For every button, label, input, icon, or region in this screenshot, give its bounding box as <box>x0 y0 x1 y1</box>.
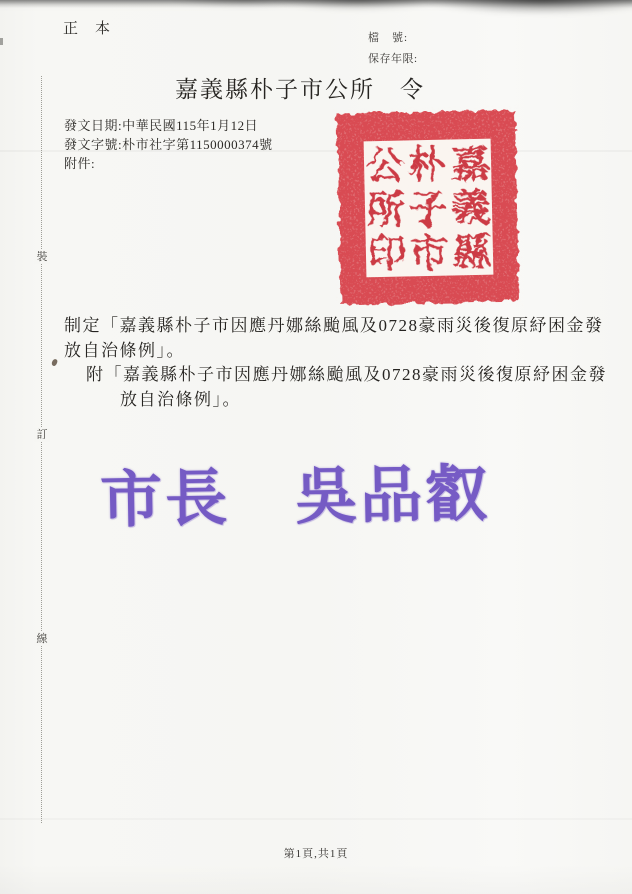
seal-char: 公 <box>365 145 405 189</box>
seal-char: 所 <box>366 189 406 233</box>
seal-char: 朴 <box>407 144 447 188</box>
doc-number-value: 朴市社字第1150000374號 <box>122 137 273 152</box>
attachment-line <box>64 154 273 173</box>
seal-char: 義 <box>451 187 491 231</box>
copy-type-label: 正 本 <box>63 21 112 37</box>
decree-body <box>64 314 607 412</box>
official-seal-stamp <box>332 105 524 310</box>
seal-script-text <box>366 144 493 277</box>
binding-mark-zhuang: 裝 <box>34 250 50 264</box>
binding-dotted-line <box>41 76 42 823</box>
binding-mark-xian: 線 <box>34 632 50 646</box>
issue-date-line <box>64 116 273 135</box>
seal-char: 縣 <box>452 231 492 275</box>
attachment-label: 附件: <box>64 156 96 171</box>
mayor-signature-stamp: 市長 吳品叡 <box>99 460 491 536</box>
doc-number-line <box>64 135 273 154</box>
ink-speck <box>0 38 3 45</box>
seal-char: 印 <box>367 233 407 277</box>
file-number-label: 檔 號: <box>368 32 409 44</box>
seal-char: 嘉 <box>450 143 490 187</box>
document-title: 嘉義縣朴子市公所 令 <box>175 77 425 102</box>
decree-line: 制定「嘉義縣朴子市因應丹娜絲颱風及0728豪雨災後復原紓困金發 <box>64 316 604 335</box>
document-meta <box>64 116 273 173</box>
issue-date-label: 發文日期: <box>64 118 123 133</box>
decree-line: 附「嘉義縣朴子市因應丹娜絲颱風及0728豪雨災後復原紓困金發 <box>86 365 607 384</box>
scan-artifact-smudge <box>422 0 632 14</box>
decree-line: 放自治條例」。 <box>64 340 185 360</box>
ink-speck <box>51 358 58 366</box>
seal-char: 子 <box>408 188 448 232</box>
issue-date-value: 中華民國115年1月12日 <box>122 118 259 133</box>
retention-period-label: 保存年限: <box>368 53 418 65</box>
decree-line: 放自治條例」。 <box>120 389 241 409</box>
doc-number-label: 發文字號: <box>64 137 123 152</box>
page-number-footer: 第1頁,共1頁 <box>283 848 349 860</box>
binding-mark-ding: 訂 <box>34 428 50 442</box>
seal-char: 市 <box>409 232 449 276</box>
scan-artifact-streak <box>0 818 632 820</box>
